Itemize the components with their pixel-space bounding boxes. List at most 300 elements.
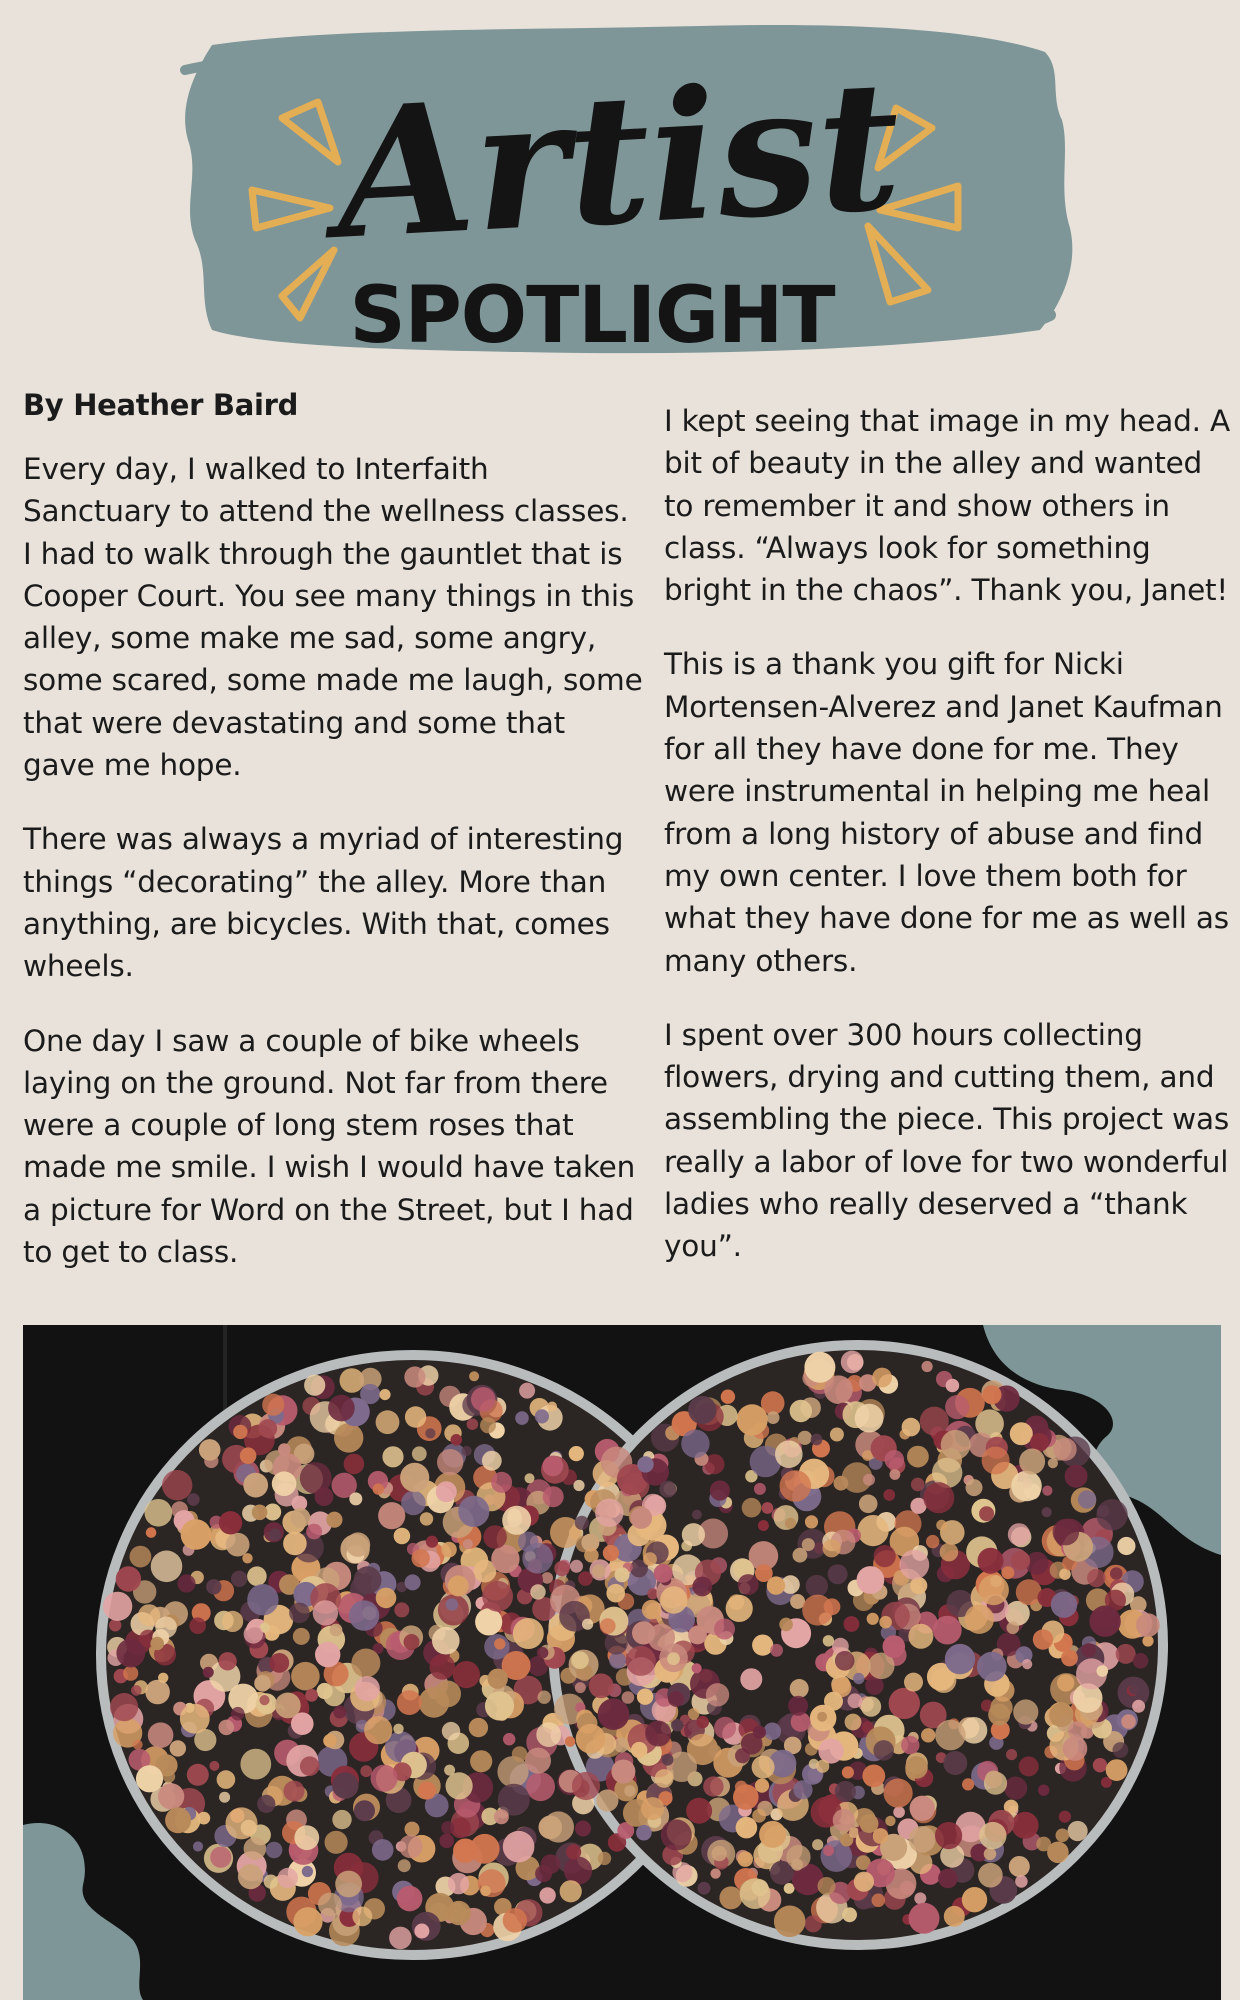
dried-flower: [346, 1532, 370, 1556]
dried-flower: [485, 1691, 514, 1720]
dried-flower: [805, 1915, 822, 1932]
dried-flower: [1068, 1821, 1088, 1841]
dried-flower: [502, 1506, 531, 1535]
dried-flower: [538, 1691, 551, 1704]
dried-flower: [582, 1619, 593, 1630]
dried-flower: [554, 1561, 569, 1576]
dried-flower: [841, 1351, 864, 1374]
teal-blob-bottom-left: [23, 1823, 143, 2000]
dried-flower: [1116, 1644, 1136, 1664]
dried-flower: [818, 1877, 836, 1895]
dried-flower: [710, 1868, 720, 1878]
dried-flower: [382, 1446, 403, 1467]
dried-flower: [879, 1616, 892, 1629]
dried-flower: [977, 1652, 1007, 1682]
dried-flower: [922, 1361, 933, 1372]
dried-flower: [779, 1618, 793, 1632]
paragraph: I spent over 300 hours collecting flowers, drying and cutting them, and assembling the piece. This project was really a labor of love for two wonderful ladies who really deserved a “thank you”.: [664, 1017, 1229, 1264]
dried-flower: [272, 1471, 297, 1496]
dried-flower: [901, 1736, 919, 1754]
dried-flower: [453, 1661, 480, 1688]
dried-flower: [910, 1577, 927, 1594]
dried-flower: [984, 1848, 997, 1861]
dried-flower: [598, 1698, 630, 1730]
dried-flower: [1019, 1756, 1039, 1776]
dried-flower: [293, 1628, 310, 1645]
dried-flower: [471, 1387, 495, 1411]
dried-flower: [844, 1616, 860, 1632]
dried-flower: [289, 1603, 310, 1624]
dried-flower: [262, 1394, 284, 1416]
dried-flower: [447, 1901, 471, 1925]
dried-flower: [158, 1783, 184, 1809]
dried-flower: [654, 1564, 673, 1583]
dried-flower: [480, 1417, 496, 1433]
dried-flower: [790, 1679, 809, 1698]
dried-flower: [692, 1510, 702, 1520]
dried-flower: [334, 1423, 363, 1452]
dried-flower: [1042, 1486, 1052, 1496]
dried-flower: [944, 1906, 965, 1927]
dried-flower: [698, 1882, 711, 1895]
dried-flower: [330, 1624, 343, 1637]
dried-flower: [874, 1545, 896, 1567]
dried-flower: [988, 1704, 1010, 1726]
dried-flower: [209, 1761, 219, 1771]
dried-flower: [325, 1831, 348, 1854]
dried-flower: [824, 1692, 843, 1711]
dried-flower: [1106, 1759, 1128, 1781]
dried-flower: [326, 1512, 342, 1528]
dried-flower: [642, 1600, 662, 1620]
dried-flower: [890, 1469, 901, 1480]
dried-flower: [503, 1831, 535, 1863]
dried-flower: [637, 1689, 653, 1705]
dried-flower: [889, 1688, 920, 1719]
dried-flower: [180, 1704, 210, 1734]
dried-flower: [376, 1410, 400, 1434]
dried-flower: [257, 1795, 275, 1813]
dried-flower: [397, 1690, 422, 1715]
dried-flower: [835, 1781, 856, 1802]
dried-flower: [512, 1746, 528, 1762]
dried-flower: [872, 1368, 892, 1388]
dried-flower: [1010, 1422, 1033, 1445]
dried-flower: [448, 1575, 469, 1596]
dried-flower: [571, 1651, 589, 1669]
dried-flower: [258, 1419, 277, 1438]
dried-flower: [1051, 1592, 1077, 1618]
dried-flower: [470, 1750, 492, 1772]
dried-flower: [921, 1728, 935, 1742]
dried-flower: [985, 1771, 1002, 1788]
dried-flower: [439, 1834, 454, 1849]
dried-flower: [116, 1639, 145, 1668]
dried-flower: [631, 1742, 647, 1758]
dried-flower: [535, 1409, 549, 1423]
dried-flower: [328, 1395, 355, 1422]
dried-flower: [1007, 1622, 1020, 1635]
dried-flower: [394, 1528, 411, 1545]
dried-flower: [1011, 1471, 1042, 1502]
dried-flower: [1033, 1629, 1053, 1649]
dried-flower: [467, 1418, 479, 1430]
byline: By Heather Baird: [23, 388, 299, 422]
dried-flower: [737, 1851, 753, 1867]
dried-flower: [714, 1619, 735, 1640]
dried-flower: [536, 1722, 561, 1747]
dried-flower: [430, 1654, 456, 1680]
dried-flower: [630, 1507, 652, 1529]
dried-flower: [592, 1564, 606, 1578]
dried-flower: [264, 1875, 278, 1889]
dried-flower: [1096, 1499, 1127, 1530]
dried-flower: [1057, 1674, 1074, 1691]
dried-flower: [806, 1575, 828, 1597]
dried-flower: [854, 1872, 874, 1892]
dried-flower: [1015, 1875, 1028, 1888]
dried-flower: [762, 1502, 774, 1514]
dried-flower: [1121, 1714, 1136, 1729]
dried-flower: [364, 1716, 392, 1744]
dried-flower: [884, 1779, 913, 1808]
dried-flower: [130, 1546, 152, 1568]
dried-flower: [165, 1807, 191, 1833]
dried-flower: [659, 1481, 676, 1498]
dried-flower: [266, 1842, 283, 1859]
dried-flower: [979, 1575, 1009, 1605]
dried-flower: [645, 1721, 671, 1747]
dried-flower: [349, 1492, 362, 1505]
dried-flower: [962, 1778, 974, 1790]
dried-flower: [354, 1566, 382, 1594]
dried-flower: [576, 1724, 606, 1754]
title-script: Artist: [330, 40, 906, 279]
dried-flower: [632, 1621, 655, 1644]
dried-flower: [1049, 1703, 1073, 1727]
dried-flower: [398, 1859, 411, 1872]
dried-flower: [823, 1635, 834, 1646]
dried-flower: [525, 1748, 551, 1774]
dried-flower: [802, 1595, 833, 1626]
dried-flower: [170, 1740, 186, 1756]
dried-flower: [448, 1873, 469, 1894]
dried-flower: [238, 1864, 263, 1889]
dried-flower: [240, 1447, 257, 1464]
dried-flower: [982, 1447, 1010, 1475]
dried-flower: [905, 1756, 928, 1779]
dried-flower: [596, 1789, 618, 1811]
dried-flower: [752, 1756, 775, 1779]
dried-flower: [624, 1785, 635, 1796]
dried-flower: [226, 1533, 250, 1557]
dried-flower: [859, 1495, 878, 1514]
dried-flower: [530, 1584, 545, 1599]
dried-flower: [923, 1482, 954, 1513]
dried-flower: [943, 1751, 967, 1775]
dried-flower: [397, 1886, 423, 1912]
dried-flower: [426, 1536, 438, 1548]
dried-flower: [373, 1483, 384, 1494]
dried-flower: [150, 1637, 164, 1651]
dried-flower: [873, 1828, 889, 1844]
dried-flower: [332, 1810, 351, 1829]
dried-flower: [790, 1400, 812, 1422]
dried-flower: [842, 1907, 857, 1922]
dried-flower: [1132, 1700, 1145, 1713]
dried-flower: [1042, 1507, 1052, 1517]
dried-flower: [522, 1543, 553, 1574]
dried-flower: [294, 1825, 319, 1850]
dried-flower: [306, 1524, 322, 1540]
header-banner: [0, 0, 1240, 380]
dried-flower: [231, 1571, 247, 1587]
dried-flower: [405, 1822, 420, 1837]
dried-flower: [566, 1844, 581, 1859]
dried-flower: [936, 1520, 947, 1531]
dried-flower: [830, 1428, 844, 1442]
dried-flower: [816, 1760, 829, 1773]
dried-flower: [420, 1512, 433, 1525]
dried-flower: [719, 1886, 742, 1909]
dried-flower: [491, 1545, 519, 1573]
dried-flower: [858, 1515, 889, 1546]
dried-flower: [660, 1586, 687, 1613]
dried-flower: [784, 1883, 795, 1894]
dried-flower: [863, 1474, 875, 1486]
dried-flower: [300, 1756, 320, 1776]
dried-flower: [315, 1642, 340, 1667]
dried-flower: [861, 1696, 881, 1716]
dried-flower: [641, 1797, 664, 1820]
dried-flower: [575, 1821, 591, 1837]
dried-flower: [313, 1600, 338, 1625]
dried-flower: [199, 1439, 221, 1461]
dried-flower: [848, 1693, 863, 1708]
dried-flower: [278, 1868, 298, 1888]
dried-flower: [123, 1666, 138, 1681]
dried-flower: [740, 1668, 762, 1690]
dried-flower: [883, 1635, 906, 1658]
dried-flower: [218, 1652, 236, 1670]
dried-flower: [636, 1825, 652, 1841]
dried-flower: [682, 1523, 705, 1546]
dried-flower: [910, 1796, 935, 1821]
dried-flower: [315, 1487, 334, 1506]
dried-flower: [187, 1764, 209, 1786]
dried-flower: [463, 1539, 473, 1549]
dried-flower: [441, 1542, 457, 1558]
dried-flower: [231, 1707, 245, 1721]
dried-flower: [503, 1733, 515, 1745]
dried-flower: [706, 1683, 729, 1706]
dried-flower: [302, 1866, 313, 1877]
dried-flower: [442, 1722, 460, 1740]
dried-flower: [842, 1766, 854, 1778]
dried-flower: [162, 1470, 192, 1500]
dried-flower: [775, 1440, 803, 1468]
dried-flower: [661, 1819, 692, 1850]
dried-flower: [805, 1515, 818, 1528]
dried-flower: [1142, 1635, 1153, 1646]
artwork-photo: [23, 1325, 1221, 2000]
dried-flower: [379, 1389, 390, 1400]
dried-flower: [873, 1740, 894, 1761]
dried-flower: [378, 1502, 405, 1529]
dried-flower: [569, 1446, 584, 1461]
dried-flower: [857, 1566, 885, 1594]
dried-flower: [626, 1646, 656, 1676]
dried-flower: [535, 1865, 552, 1882]
dried-flower: [909, 1903, 940, 1934]
dried-flower: [187, 1493, 200, 1506]
dried-flower: [177, 1574, 195, 1592]
dried-flower: [305, 1689, 318, 1702]
dried-flower: [570, 1560, 583, 1573]
dried-flower: [1097, 1665, 1109, 1677]
dried-flower: [404, 1634, 420, 1650]
dried-flower: [1110, 1567, 1123, 1580]
dried-flower: [210, 1847, 231, 1868]
dried-flower: [1056, 1829, 1070, 1843]
dried-flower: [853, 1673, 864, 1684]
dried-flower: [497, 1756, 528, 1787]
dried-flower: [145, 1680, 170, 1705]
dried-flower: [1113, 1742, 1129, 1758]
paragraph: Every day, I walked to Interfaith Sanctuary to attend the wellness classes. I had to walk through the gauntlet that is Cooper Court. You see many things in this alley, some make me sad, some angry, some scared, some made me laugh, some that were devastating and some that gave me hope.: [23, 452, 643, 783]
dried-flower: [482, 1581, 513, 1612]
dried-flower: [759, 1821, 786, 1848]
dried-flower: [352, 1907, 372, 1927]
dried-flower: [389, 1927, 412, 1950]
dried-flower: [400, 1463, 429, 1492]
dried-flower: [945, 1644, 975, 1674]
dried-flower: [462, 1446, 472, 1456]
dried-flower: [828, 1564, 848, 1584]
dried-flower: [835, 1651, 855, 1671]
dried-flower: [259, 1695, 269, 1705]
dried-flower: [978, 1863, 1003, 1888]
dried-flower: [692, 1663, 702, 1673]
dried-flower: [637, 1456, 653, 1472]
dried-flower: [437, 1449, 463, 1475]
dried-flower: [671, 1719, 683, 1731]
dried-flower: [893, 1806, 905, 1818]
paragraph: This is a thank you gift for Nicki Mortensen-Alverez and Janet Kaufman for all they have done for me. They were instrumental in helping me heal from a long history of abuse and find my own center. I love them both for what they have done for me as well as many others.: [664, 647, 1229, 978]
dried-flower: [446, 1598, 459, 1611]
dried-flower: [222, 1611, 243, 1632]
dried-flower: [804, 1352, 835, 1383]
dried-flower: [247, 1566, 267, 1586]
dried-flower: [767, 1576, 785, 1594]
dried-flower: [1054, 1438, 1077, 1461]
dried-flower: [284, 1781, 305, 1802]
dried-flower: [418, 1782, 436, 1800]
dried-flower: [738, 1574, 759, 1595]
dried-flower: [351, 1649, 380, 1678]
dried-flower: [405, 1574, 421, 1590]
dried-flower: [469, 1371, 479, 1381]
dried-flower: [278, 1443, 291, 1456]
dried-flower: [1012, 1812, 1039, 1839]
dried-flower: [145, 1499, 173, 1527]
dried-flower: [982, 1385, 1001, 1404]
dried-flower: [933, 1616, 962, 1645]
dried-flower: [655, 1769, 674, 1788]
paragraph: I kept seeing that image in my head. A bit of beauty in the alley and wanted to remember it and show others in class. “Always look for something bright in the chaos”. Thank you, Janet!: [664, 404, 1230, 608]
dried-flower: [1006, 1749, 1017, 1760]
dried-flower: [754, 1483, 766, 1495]
dried-flower: [133, 1740, 143, 1750]
dried-flower: [714, 1717, 736, 1739]
dried-flower: [615, 1567, 630, 1582]
dried-flower: [1016, 1579, 1042, 1605]
dried-flower: [941, 1430, 971, 1460]
dried-flower: [412, 1446, 427, 1461]
dried-flower: [662, 1754, 674, 1766]
dried-flower: [547, 1402, 557, 1412]
dried-flower: [405, 1406, 426, 1427]
dried-flower: [469, 1718, 488, 1737]
dried-flower: [158, 1673, 168, 1683]
dried-flower: [845, 1714, 862, 1731]
dried-flower: [817, 1712, 827, 1722]
dried-flower: [791, 1859, 803, 1871]
dried-flower: [740, 1878, 771, 1909]
dried-flower: [940, 1543, 959, 1562]
dried-flower: [197, 1812, 210, 1825]
dried-flower: [788, 1696, 808, 1716]
article-column-left: [23, 448, 643, 1305]
dried-flower: [401, 1491, 426, 1516]
dried-flower: [393, 1724, 403, 1734]
dried-flower: [712, 1846, 727, 1861]
dried-flower: [872, 1894, 886, 1908]
dried-flower: [935, 1822, 962, 1849]
dried-flower: [758, 1520, 769, 1531]
dried-flower: [146, 1527, 157, 1538]
dried-flower: [686, 1798, 712, 1824]
dried-flower: [526, 1772, 555, 1801]
dried-flower: [354, 1800, 375, 1821]
dried-flower: [833, 1809, 855, 1831]
dried-flower: [244, 1624, 263, 1643]
dried-flower: [946, 1379, 960, 1393]
dried-flower: [543, 1456, 564, 1477]
dried-flower: [935, 1720, 966, 1751]
dried-flower: [733, 1784, 759, 1810]
dried-flower: [774, 1906, 806, 1938]
dried-flower: [1136, 1613, 1160, 1637]
dried-flower: [764, 1723, 782, 1741]
dried-flower: [283, 1532, 307, 1556]
dried-flower: [681, 1430, 709, 1458]
dried-flower: [703, 1776, 723, 1796]
dried-flower: [432, 1627, 460, 1655]
dried-flower: [565, 1736, 576, 1747]
dried-flower: [219, 1511, 242, 1534]
dried-flower: [1008, 1523, 1030, 1545]
dried-flower: [470, 1834, 500, 1864]
dried-flower: [899, 1550, 929, 1580]
dried-flower: [688, 1396, 716, 1424]
dried-flower: [862, 1765, 885, 1788]
dried-flower: [233, 1425, 247, 1439]
dried-flower: [802, 1538, 815, 1551]
dried-flower: [515, 1411, 529, 1425]
dried-flower: [344, 1454, 365, 1475]
dried-flower: [979, 1506, 994, 1521]
